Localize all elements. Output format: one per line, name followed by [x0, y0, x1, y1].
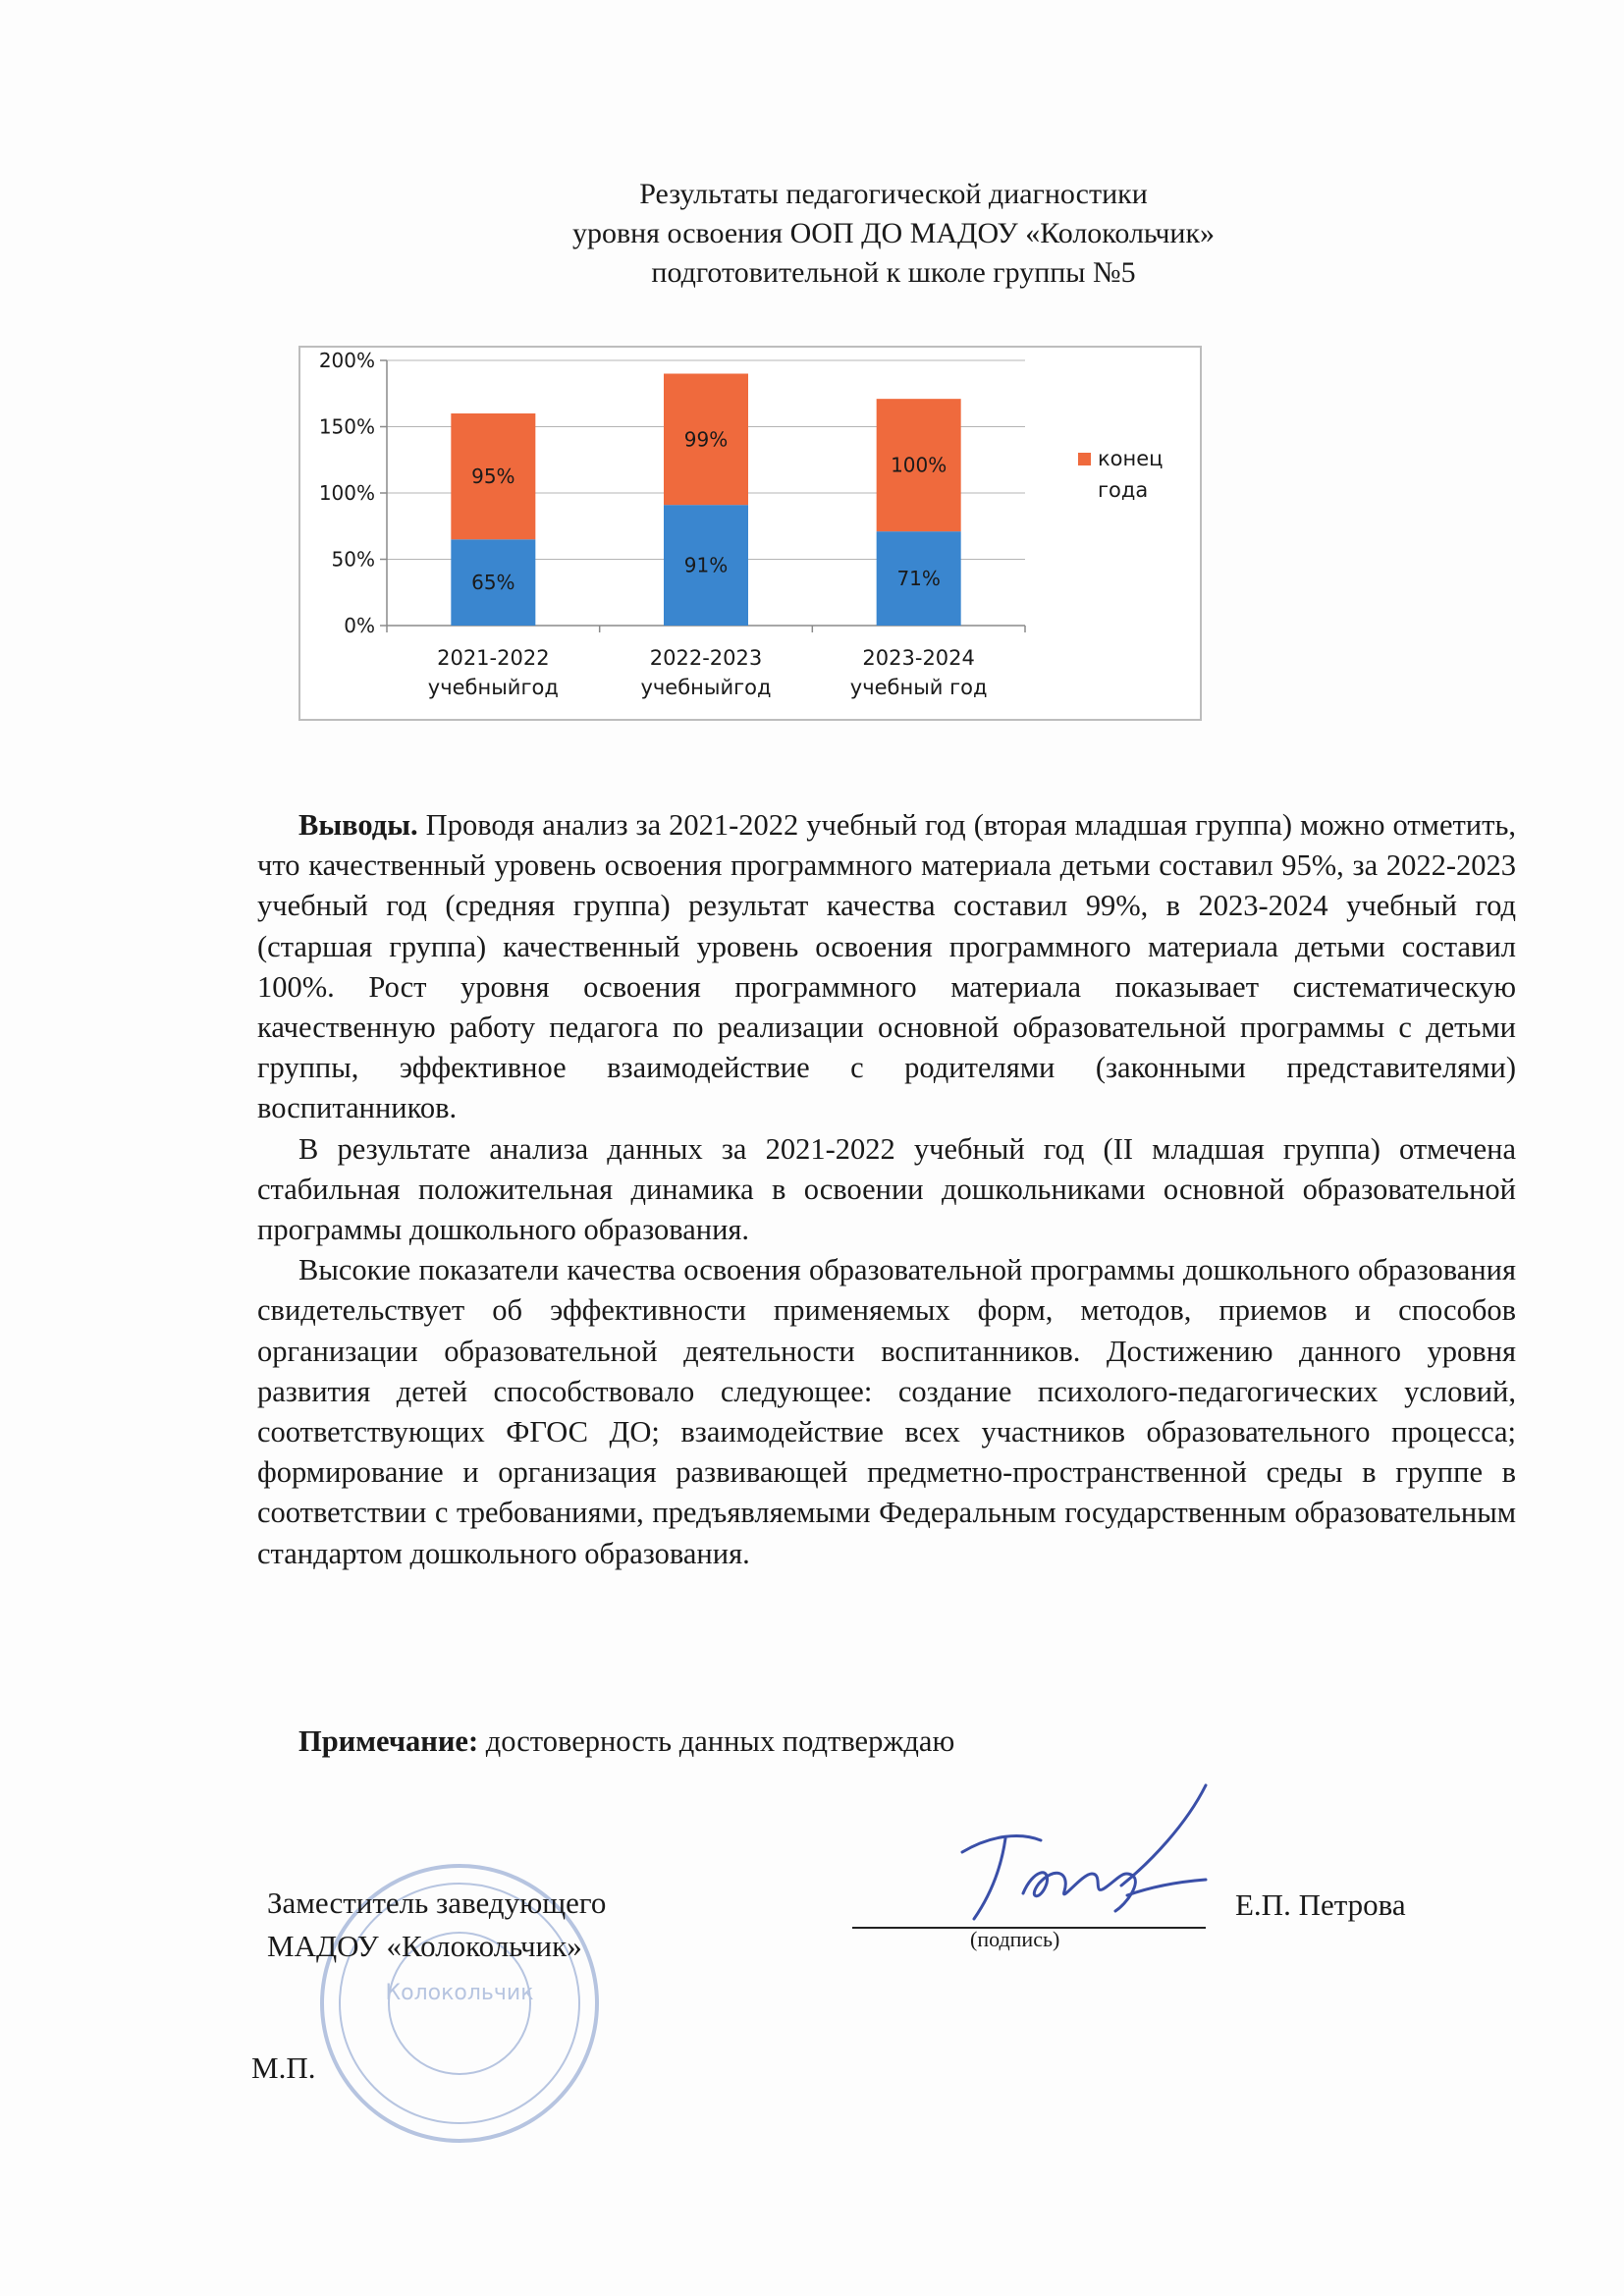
chart-canvas	[300, 348, 1200, 719]
x-category-label: 2021-2022	[437, 646, 550, 670]
title-line-2: уровня освоения ООП ДО МАДОУ «Колокольчик»	[571, 217, 1216, 249]
title-line-3: подготовительной к школе группы №5	[651, 256, 1136, 289]
y-tick-label: 200%	[318, 349, 375, 372]
y-tick-label: 100%	[318, 481, 375, 505]
signer-position-line-1: Заместитель заведующего	[267, 1886, 607, 1920]
legend-label: года	[1098, 478, 1149, 502]
x-category-label: учебный год	[849, 676, 988, 699]
conclusions-label: Выводы.	[298, 808, 418, 842]
legend-swatch	[1078, 453, 1091, 465]
signer-name: Е.П. Петрова	[1235, 1887, 1406, 1922]
y-tick-label: 0%	[344, 614, 375, 637]
bar-data-label: 65%	[471, 571, 515, 595]
note-text: достоверность данных подтверждаю	[478, 1724, 955, 1758]
stamp-text: Колокольчик	[385, 1981, 534, 2005]
note-label: Примечание:	[298, 1724, 479, 1758]
stacked-bar-chart	[298, 346, 1202, 721]
bar-data-label: 99%	[683, 427, 729, 452]
y-tick-label: 50%	[331, 547, 375, 572]
x-category-label: учебныйгод	[427, 676, 559, 699]
seal-place-label: М.П.	[251, 2050, 316, 2085]
bar-data-label: 95%	[471, 465, 515, 489]
y-tick-label: 150%	[318, 414, 375, 439]
conclusions-paragraph-3: Высокие показатели качества освоения образовательной программы дошкольного образования свидетельствует об эффективности применяемых форм, методов, приемов и способов организации образовательной деятельности воспитанников. Достижению данного уровня развития детей способствовало следующее: создание психолого-педагогических условий, соответствующих ФГОС ДО; взаимодействие всех участников образовательного процесса; формирование и организация развивающей предметно-пространственной среды в группе в соответствии с требованиями, предъявляемыми Федеральным государственным образовательным стандартом дошкольного образования.	[257, 1253, 1516, 1570]
x-category-label: учебныйгод	[640, 676, 772, 699]
conclusions-section	[257, 805, 1516, 1574]
title-line-1: Результаты педагогической диагностики	[639, 178, 1148, 210]
legend-label: конец	[1098, 447, 1164, 470]
signature-caption: (подпись)	[970, 1927, 1060, 1951]
document-title	[295, 175, 1492, 293]
conclusions-paragraph-1	[257, 805, 1516, 1129]
handwritten-signature	[945, 1776, 1239, 1952]
bar-data-label: 100%	[891, 453, 947, 477]
signer-position	[267, 1882, 606, 1968]
x-category-label: 2022-2023	[649, 646, 763, 670]
x-category-label: 2023-2024	[862, 646, 975, 670]
bar-data-label: 71%	[896, 567, 941, 591]
bar-data-label: 91%	[683, 553, 729, 577]
signer-position-line-2: МАДОУ «Колокольчик»	[267, 1929, 582, 1963]
conclusions-paragraph-1-text: Проводя анализ за 2021-2022 учебный год (вторая младшая группа) можно отметить, что качественный уровень освоения программного материала детьми составил 95%, за 2022-2023 учебный год (средняя группа) результат качества составил 99%, в 2023-2024 учебный год (старшая группа) качественный уровень освоения программного материала детьми составил 100%. Рост уровня освоения программного материала показывает систематическую качественную работу педагога по реализации основной образовательной программы с детьми группы, эффективное взаимодействие с родителями (законными представителями) воспитанников.	[257, 808, 1516, 1125]
conclusions-paragraph-2: В результате анализа данных за 2021-2022 учебный год (II младшая группа) отмечена стабильная положительная динамика в освоении дошкольниками основной образовательной программы дошкольного образования.	[257, 1131, 1516, 1247]
note	[298, 1724, 954, 1759]
